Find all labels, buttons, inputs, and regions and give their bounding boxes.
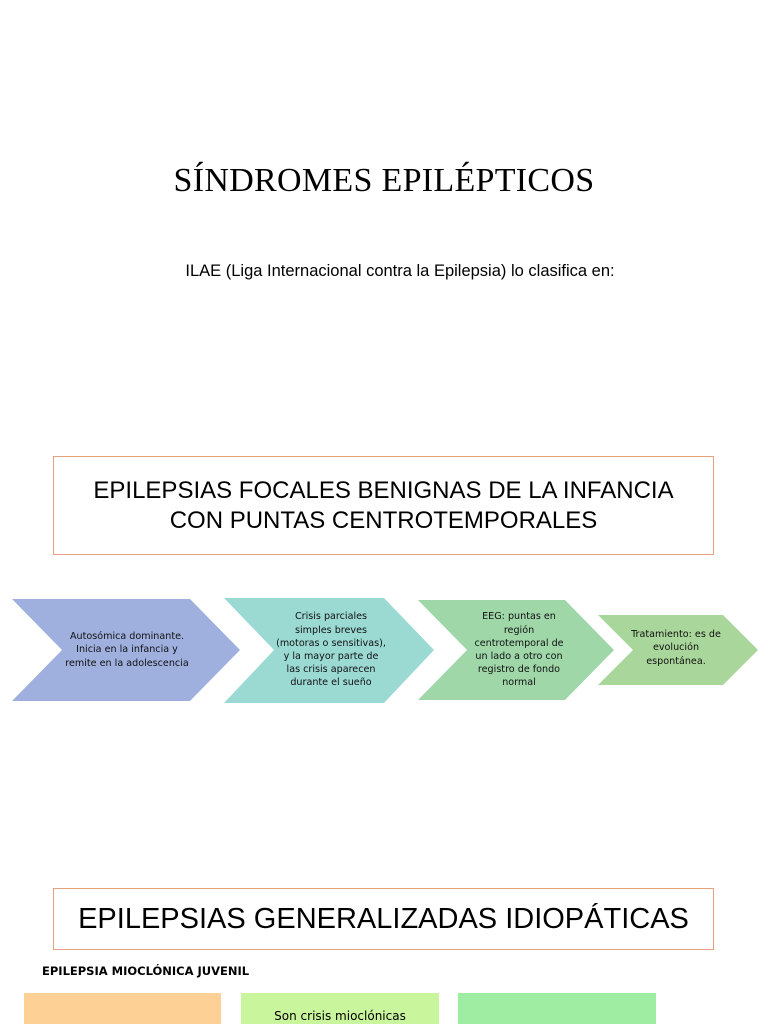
- focal-epilepsy-heading: EPILEPSIAS FOCALES BENIGNAS DE LA INFANCIA CON PUNTAS CENTROTEMPORALES: [93, 476, 674, 534]
- chevron-step-3-text: EEG: puntas en región centrotemporal de un lado a otro con registro de fondo normal: [474, 611, 564, 689]
- generalized-epilepsy-heading: EPILEPSIAS GENERALIZADAS IDIOPÁTICAS: [78, 902, 689, 935]
- info-card-1: [24, 993, 221, 1024]
- chevron-step-4-text: Tratamiento: es de evolución espontánea.: [631, 629, 721, 667]
- chevron-step-1-text: Autosómica dominante. Inicia en la infancia y remite en la adolescencia: [65, 631, 189, 669]
- process-chevrons: [0, 590, 768, 710]
- juvenile-myoclonic-subheading: EPILEPSIA MIOCLÓNICA JUVENIL: [42, 964, 250, 978]
- chevron-step-2-text: Crisis parciales simples breves (motoras o sensitivas), y la mayor parte de las crisis aparecen durante el sueño: [276, 611, 386, 689]
- info-card-2: [241, 993, 439, 1024]
- generalized-epilepsy-heading-box: [53, 888, 714, 950]
- page-subtitle: ILAE (Liga Internacional contra la Epilepsia) lo clasifica en:: [185, 262, 615, 280]
- info-card-2-text: Son crisis mioclónicas: [274, 1009, 406, 1023]
- info-card-3: [458, 993, 656, 1024]
- focal-epilepsy-heading-box: [53, 456, 714, 555]
- page-title: SÍNDROMES EPILÉPTICOS: [173, 162, 595, 199]
